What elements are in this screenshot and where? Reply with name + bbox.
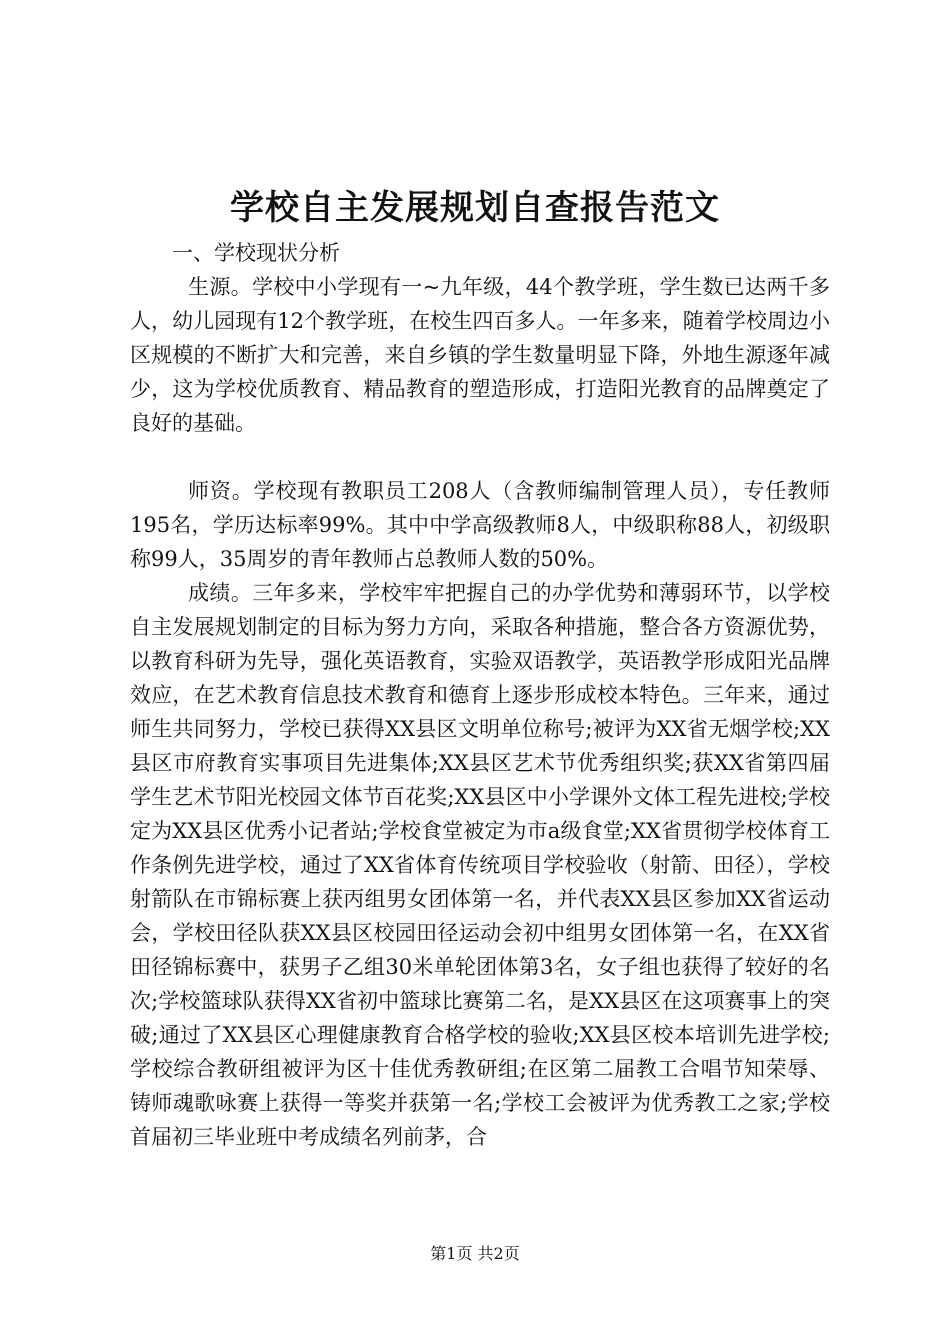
document-body [130, 236, 830, 1154]
paragraph-achievements: 成绩。三年多来，学校牢牢把握自己的办学优势和薄弱环节，以学校自主发展规划制定的目标为努力方向，采取各种措施，整合各方资源优势，以教育科研为先导，强化英语教育，实验双语教学，英语教学形成阳光品牌效应，在艺术教育信息技术教育和德育上逐步形成校本特色。三年来，通过师生共同努力，学校已获得XX县区文明单位称号;被评为XX省无烟学校;XX县区市府教育实事项目先进集体;XX县区艺术节优秀组织奖;获XX省第四届学生艺术节阳光校园文体节百花奖;XX县区中小学课外文体工程先进校;学校定为XX县区优秀小记者站;学校食堂被定为市a级食堂;XX省贯彻学校体育工作条例先进学校，通过了XX省体育传统项目学校验收（射箭、田径），学校射箭队在市锦标赛上获丙组男女团体第一名，并代表XX县区参加XX省运动会，学校田径队获XX县区校园田径运动会初中组男女团体第一名，在XX省田径锦标赛中，获男子乙组30米单轮团体第3名，女子组也获得了较好的名次;学校篮球队获得XX省初中篮球比赛第二名，是XX县区在这项赛事上的突破;通过了XX县区心理健康教育合格学校的验收;XX县区校本培训先进学校;学校综合教研组被评为区十佳优秀教研组;在区第二届教工合唱节知荣辱、铸师魂歌咏赛上获得一等奖并获第一名;学校工会被评为优秀教工之家;学校首届初三毕业班中考成绩名列前茅，合 [130, 581, 830, 1149]
paragraph-student-source: 生源。学校中小学现有一~九年级，44个教学班，学生数已达两千多人，幼儿园现有12个教学班，在校生四百多人。一年多来，随着学校周边小区规模的不断扩大和完善，来自乡镇的学生数量明显下降，外地生源逐年减少，这为学校优质教育、精品教育的塑造形成，打造阳光教育的品牌奠定了良好的基础。 [130, 275, 830, 435]
paragraph-teaching-staff: 师资。学校现有教职员工208人（含教师编制管理人员），专任教师195名，学历达标率99%。其中中学高级教师8人，中级职称88人，初级职称99人，35周岁的青年教师占总教师人数的50%。 [130, 479, 830, 571]
document-title: 学校自主发展规划自查报告范文 [230, 188, 720, 228]
section-heading: 一、学校现状分析 [172, 241, 340, 265]
page-footer: 第1页 共2页 [430, 1244, 520, 1263]
